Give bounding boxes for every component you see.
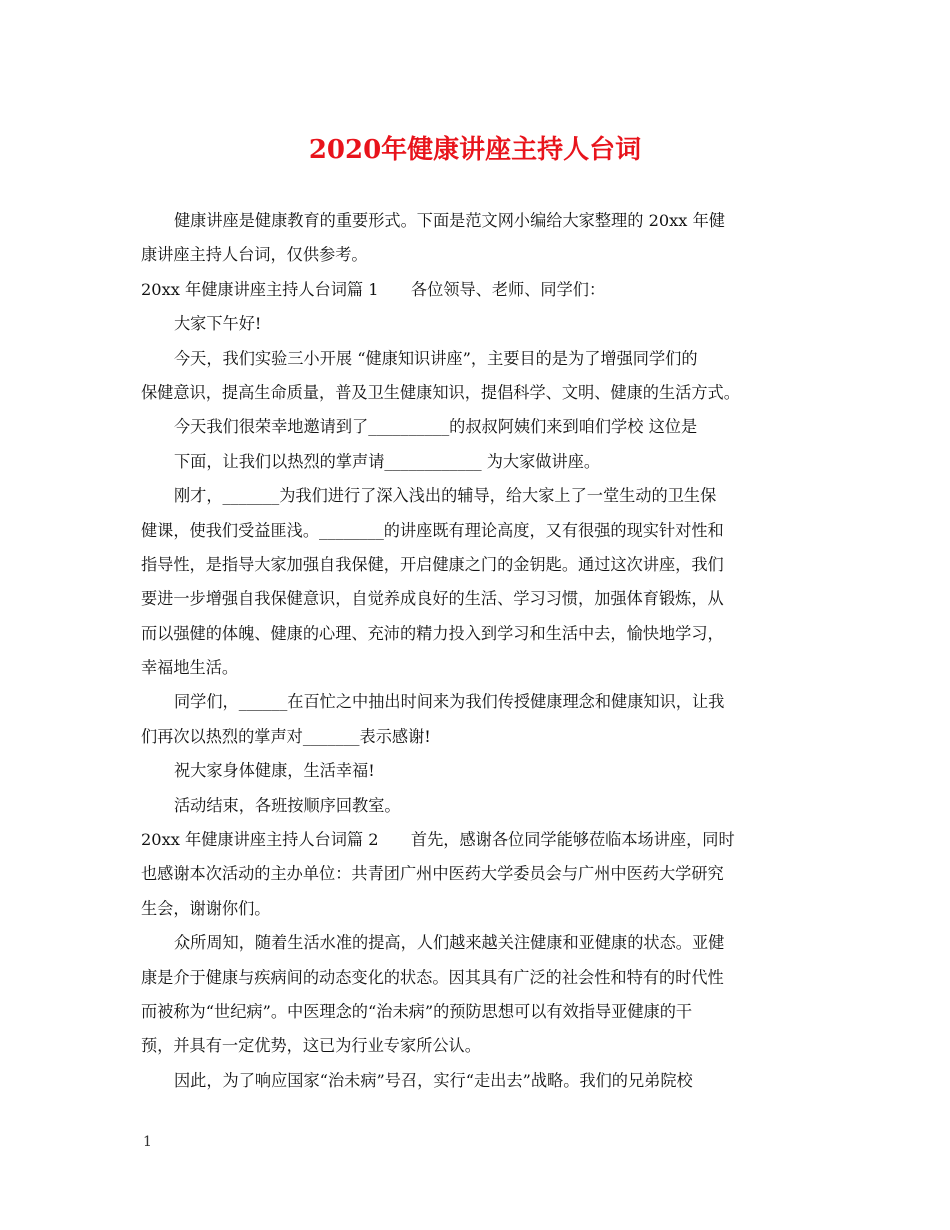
- text-line: 预，并具有一定优势，这已为行业专家所公认。: [141, 1036, 481, 1056]
- text-line: 康是介于健康与疾病间的动态变化的状态。因其具有广泛的社会性和特有的时代性: [141, 967, 724, 987]
- text-line: 而被称为“世纪病”。中医理念的“治未病”的预防思想可以有效指导亚健康的干: [141, 1001, 693, 1021]
- document-title: 2020年健康讲座主持人台词: [308, 135, 642, 165]
- section-heading-line: 20xx 年健康讲座主持人台词篇 2 首先，感谢各位同学能够莅临本场讲座，同时: [141, 830, 735, 850]
- text-line: 指导性，是指导大家加强自我保健，开启健康之门的金钥匙。通过这次讲座，我们: [141, 554, 724, 574]
- text-line: 而以强健的体魄、健康的心理、充沛的精力投入到学习和生活中去，愉快地学习，: [141, 623, 724, 643]
- page-number: 1: [143, 1134, 152, 1150]
- text-line: 健课，使我们受益匪浅。________的讲座既有理论高度，又有很强的现实针对性和: [141, 520, 724, 540]
- text-line: 们再次以热烈的掌声对_______表示感谢!: [141, 726, 431, 746]
- text-line: 幸福地生活。: [141, 658, 239, 678]
- text-line: 要进一步增强自我保健意识，自觉养成良好的生活、学习习惯，加强体育锻炼，从: [141, 589, 724, 609]
- text-line: 康讲座主持人台词，仅供参考。: [141, 245, 368, 265]
- text-line: 因此，为了响应国家“治未病”号召，实行“走出去”战略。我们的兄弟院校: [174, 1070, 693, 1090]
- text-line: 祝大家身体健康，生活幸福!: [174, 761, 375, 781]
- text-line: 生会，谢谢你们。: [141, 898, 271, 918]
- text-line: 大家下午好!: [174, 314, 262, 334]
- text-line: 众所周知，随着生活水准的提高，人们越来越关注健康和亚健康的状态。亚健: [174, 933, 725, 953]
- text-line: 下面，让我们以热烈的掌声请____________ 为大家做讲座。: [174, 451, 601, 471]
- text-line: 刚才，_______为我们进行了深入浅出的辅导，给大家上了一堂生动的卫生保: [174, 486, 717, 506]
- text-line: 今天我们很荣幸地邀请到了__________的叔叔阿姨们来到咱们学校 这位是: [174, 417, 698, 437]
- section-heading-line: 20xx 年健康讲座主持人台词篇 1 各位领导、老师、同学们：: [141, 279, 606, 299]
- text-line: 今天，我们实验三小开展 “健康知识讲座”，主要目的是为了增强同学们的: [174, 348, 698, 368]
- text-line: 健康讲座是健康教育的重要形式。下面是范文网小编给大家整理的 20xx 年健: [174, 211, 725, 230]
- text-line: 同学们，______在百忙之中抽出时间来为我们传授健康理念和健康知识，让我: [174, 692, 725, 712]
- text-line: 保健意识，提高生命质量，普及卫生健康知识，提倡科学、文明、健康的生活方式。: [141, 382, 740, 402]
- document-body: [141, 204, 821, 1098]
- text-line: 活动结束，各班按顺序回教室。: [174, 795, 401, 815]
- text-line: 也感谢本次活动的主办单位：共青团广州中医药大学委员会与广州中医药大学研究: [141, 864, 724, 884]
